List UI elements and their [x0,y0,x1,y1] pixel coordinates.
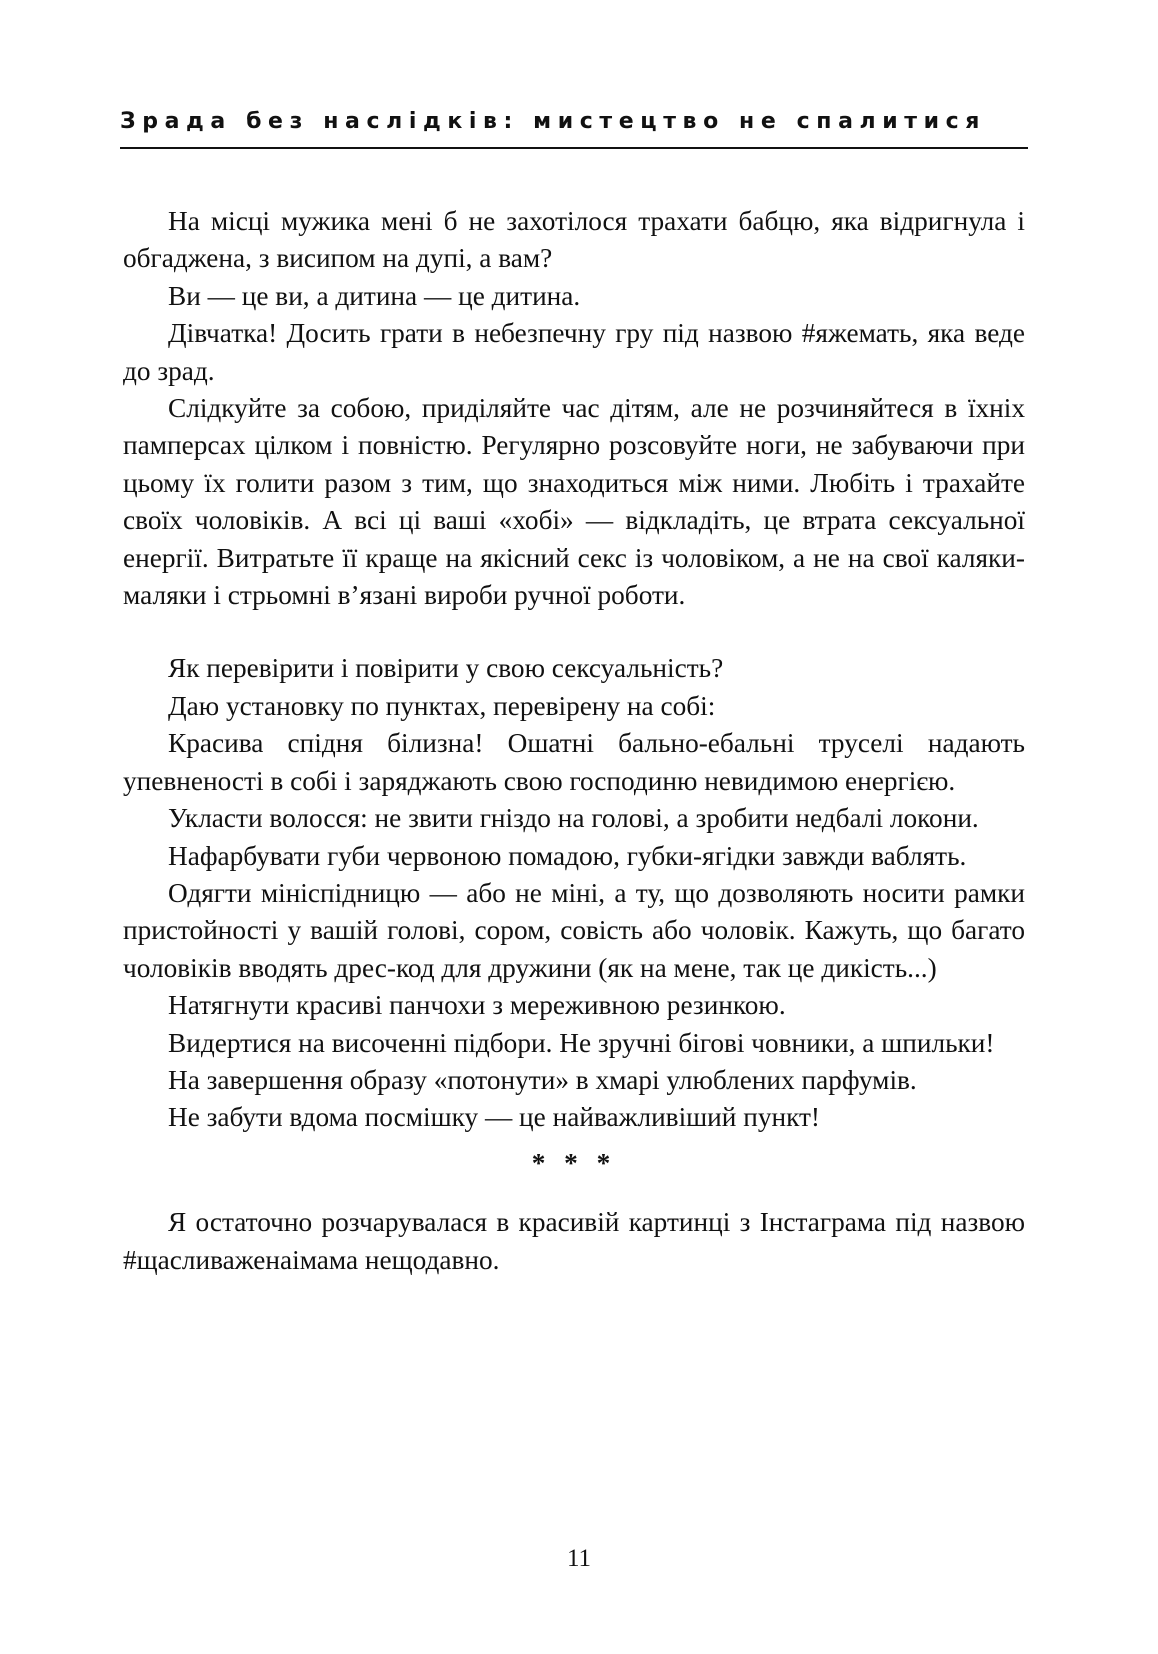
paragraph: Видертися на височенні підбори. Не зручні бігові човники, а шпильки! [168,1027,995,1058]
paragraph: Красива спідня білизна! Ошатні бально-ебальні труселі надають упевненості в собі і заряджають свою господиню невидимою енергією. [123,728,1025,796]
paragraph: Нафарбувати губи червоною помадою, губки-ягідки завжди ваблять. [168,840,967,871]
paragraph: Не забути вдома посмішку — це найважливіший пункт! [168,1102,820,1133]
paragraph: Слідкуйте за собою, приділяйте час дітям, але не розчиняйтеся в їхніх памперсах цілком і повністю. Регулярно розсовуйте ноги, не забуваючи при цьому їх голити разом з тим, що знаходиться між ними. Любіть і трахайте своїх чоловіків. А всі ці ваші «хобі» — відкладіть, це втрата сексуальної енергії. Витратьте її краще на якісний секс із чоловіком, а не на свої каляки-маляки і стрьомні в’язані вироби ручної роботи. [123,393,1025,611]
paragraph: Як перевірити і повірити у свою сексуальність? [168,653,724,684]
running-header: Зрада без наслідків: мистецтво не спалитися [120,109,986,134]
paragraph: Ви — це ви, а дитина — це дитина. [168,280,581,311]
paragraph: Натягнути красиві панчохи з мереживною резинкою. [168,990,786,1021]
paragraph: На завершення образу «потонути» в хмарі улюблених парфумів. [168,1064,917,1095]
paragraph: Даю установку по пунктах, перевірену на собі: [168,690,716,721]
page-body [123,203,1025,1279]
paragraph: Я остаточно розчарувалася в красивій картинці з Інстаграма під назвою #щасливаженаімама нещодавно. [123,1207,1025,1275]
paragraph: Дівчатка! Досить грати в небезпечну гру під назвою #яжемать, яка веде до зрад. [123,318,1025,386]
section-separator: * * * [531,1147,617,1178]
section-gap [123,614,1025,650]
header-rule [120,147,1028,149]
page-number: 11 [566,1545,592,1572]
paragraph: Укласти волосся: не звити гніздо на голові, а зробити недбалі локони. [168,803,979,834]
paragraph: На місці мужика мені б не захотілося трахати бабцю, яка відригнула і обгаджена, з висипом на дупі, а вам? [123,206,1025,274]
paragraph: Одягти мініспідницю — або не міні, а ту, що дозволяють носити рамки пристойності у вашій голові, сором, совість або чоловік. Кажуть, що багато чоловіків вводять дрес-код для дружини (як на мене, так це дикість...) [123,877,1025,983]
